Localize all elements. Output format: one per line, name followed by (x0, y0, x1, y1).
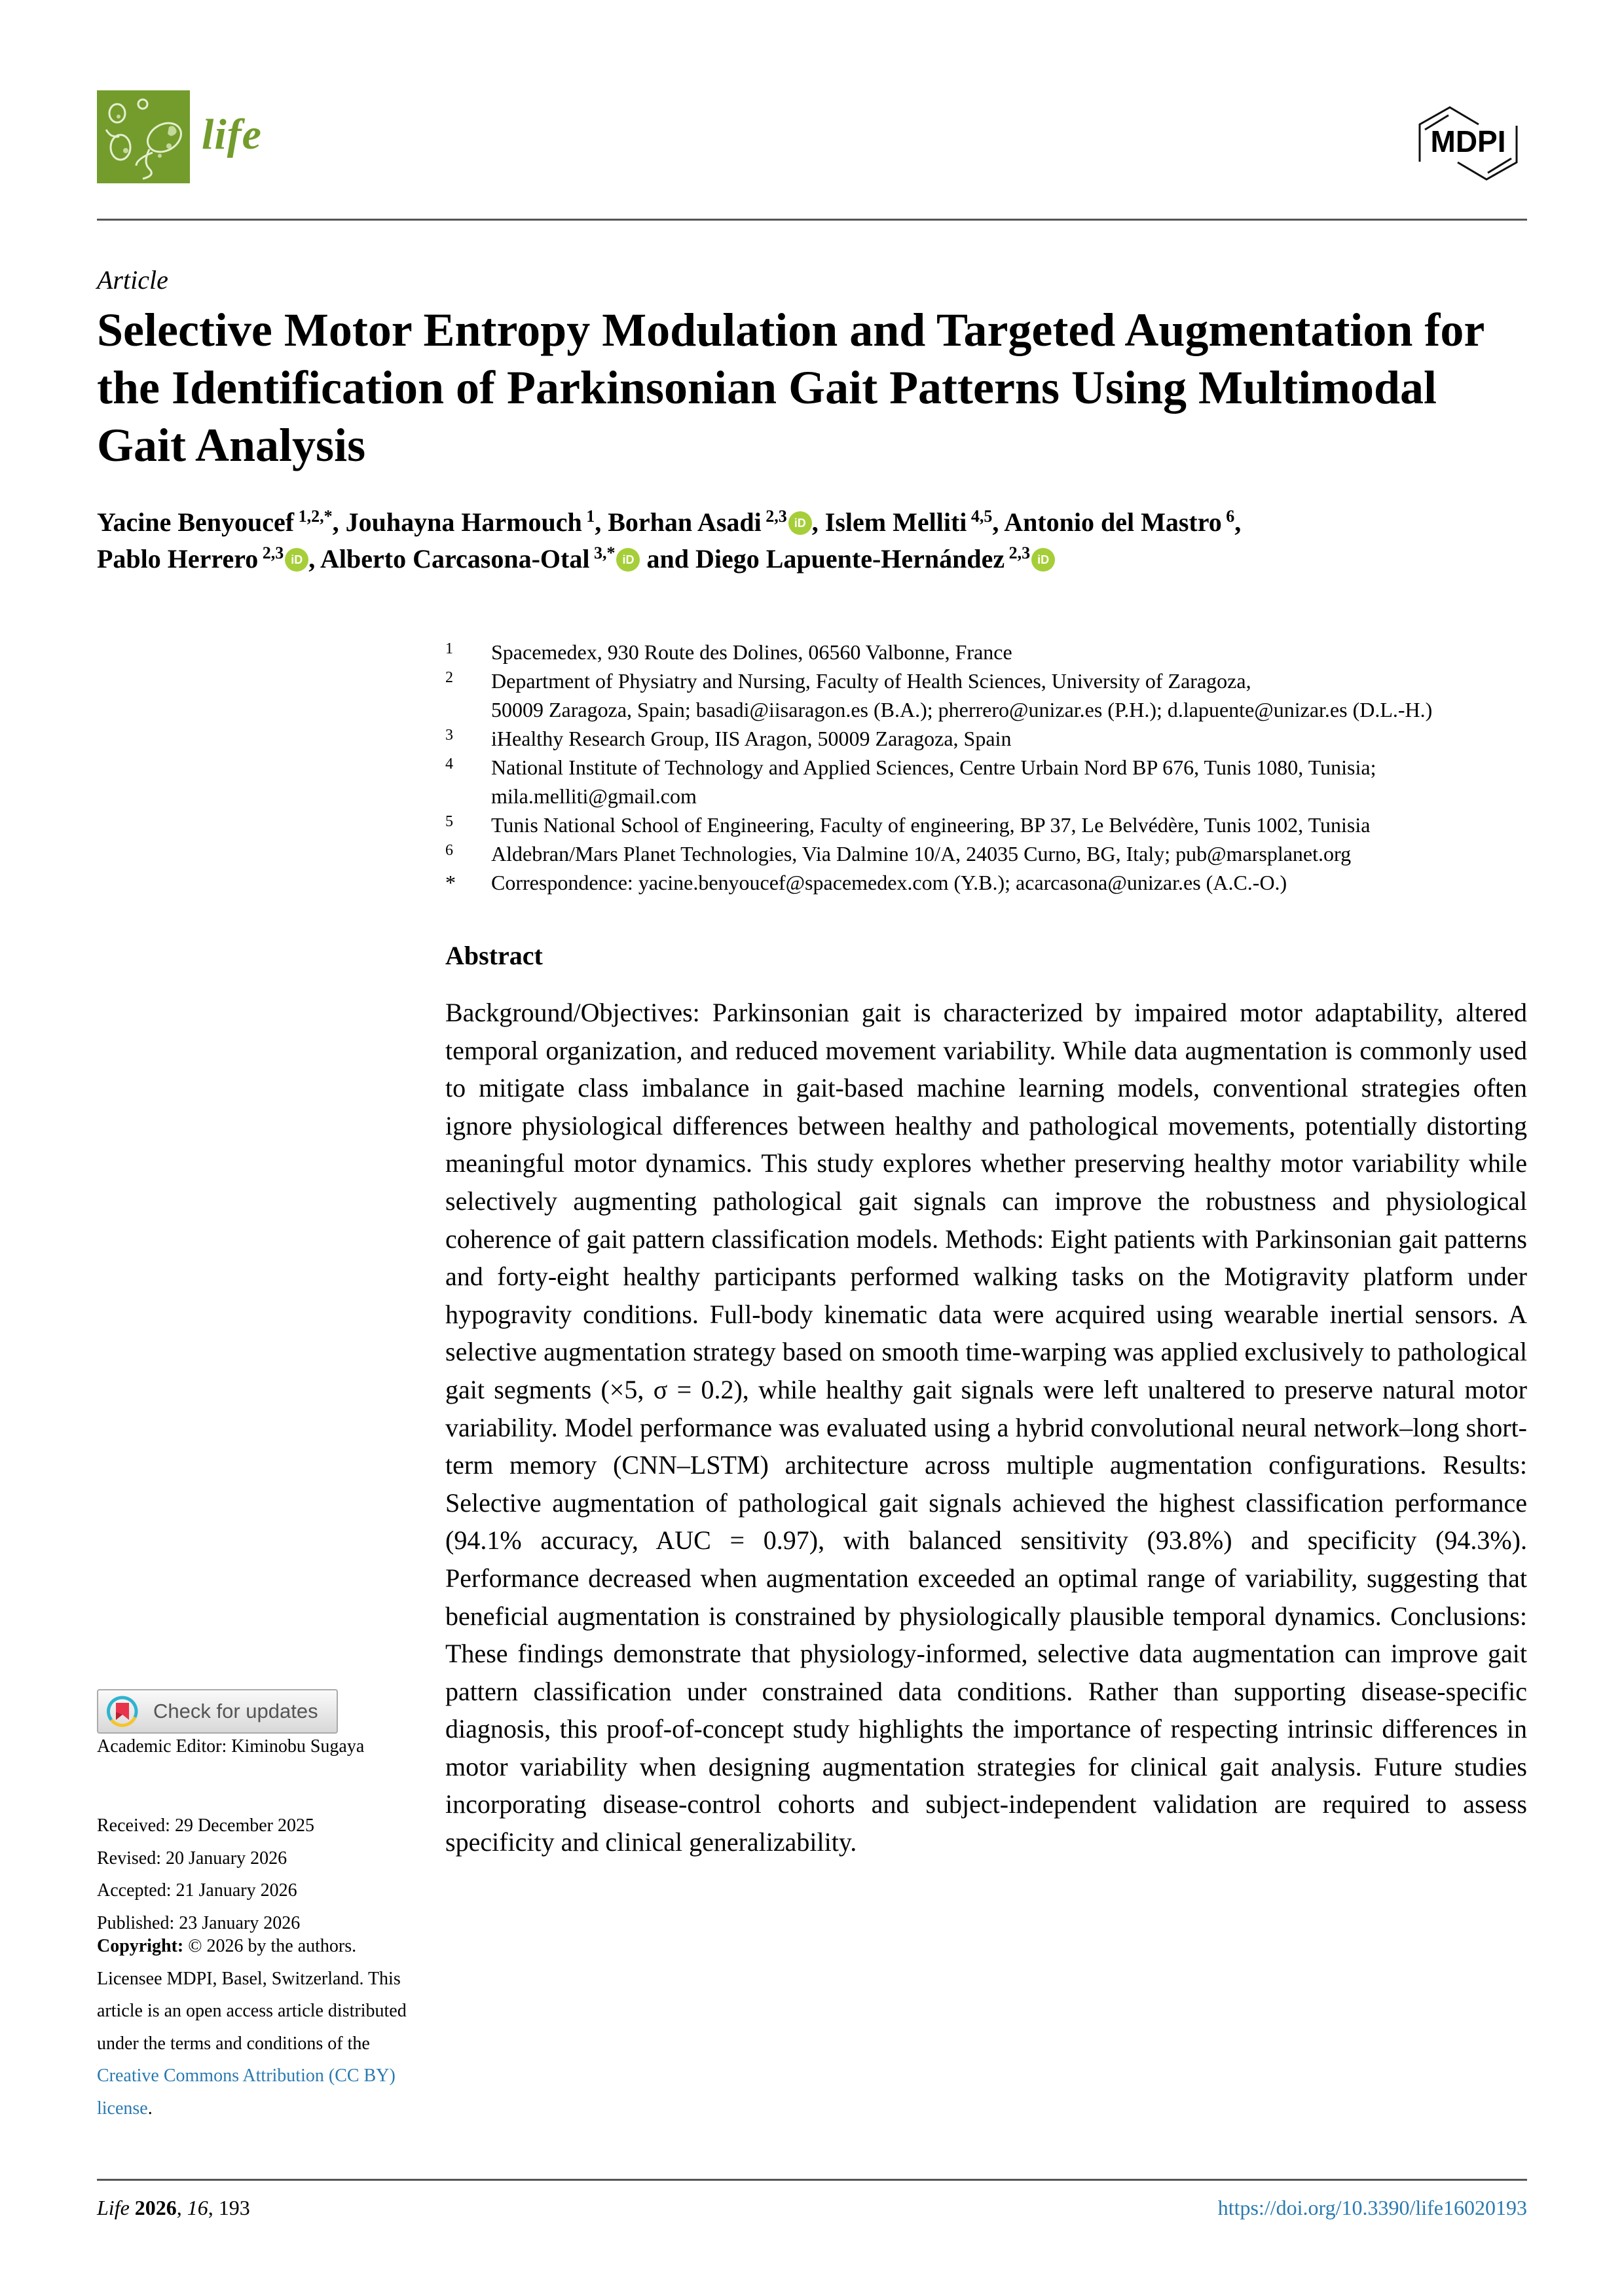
author-name: Pablo Herrero (97, 544, 259, 574)
author-affiliation-marker: 4,5 (967, 507, 993, 526)
author-separator: , (811, 507, 825, 537)
author-separator: , (595, 507, 608, 537)
author-affiliation-marker: 1 (581, 507, 595, 526)
affiliation-item (445, 724, 1532, 753)
author-separator: , (992, 507, 1005, 537)
date-revised: Revised: 20 January 2026 (97, 1848, 287, 1868)
license-suffix: . (147, 2098, 153, 2119)
affiliation-text: Aldebran/Mars Planet Technologies, Via Dalmine 10/A, 24035 Curno, BG, Italy; pub@marsplanet.org (491, 842, 1352, 866)
affiliation-text: Tunis National School of Engineering, Faculty of engineering, BP 37, Le Belvédère, Tunis 1002, Tunisia (491, 813, 1371, 837)
author-name: Jouhayna Harmouch (345, 507, 582, 537)
check-for-updates-button[interactable] (97, 1689, 338, 1734)
affiliation-item (445, 839, 1532, 868)
check-updates-icon (106, 1695, 139, 1728)
author-affiliation-marker: 2,3 (258, 543, 284, 562)
article-title: Selective Motor Entropy Modulation and Targeted Augmentation for the Identification of Parkinsonian Gait Patterns Using Multimodal Gait Analysis (97, 304, 1485, 471)
affiliation-number: 6 (445, 842, 453, 859)
affiliation-item (445, 753, 1532, 811)
author-affiliation-marker: 3,* (589, 543, 616, 562)
date-accepted: Accepted: 21 January 2026 (97, 1880, 297, 1901)
author-affiliation-marker: 2,3 (1005, 543, 1031, 562)
orcid-icon[interactable]: iD (788, 511, 812, 535)
copyright-notice (97, 1930, 424, 2124)
author-affiliation-marker: 2,3 (761, 507, 787, 526)
author-separator: , (1234, 507, 1242, 537)
author-name: Alberto Carcasona-Otal (320, 544, 590, 574)
publication-dates (97, 1810, 424, 1939)
abstract-text: Background/Objectives: Parkinsonian gait is characterized by impaired motor adaptability, altered temporal organization, and reduced movement variability. While data augmentation is commonly used to mitigate class imbalance in gait-based machine learning models, conventional strategies often ignore physiological differences between healthy and pathological movements, potentially distorting meaningful motor dynamics. This study explores whether preserving healthy motor variability while selectively augmenting pathological gait signals can improve the robustness and physiological coherence of gait pattern classification models. Methods: Eight patients with Parkinsonian gait patterns and forty-eight healthy participants performed walking tasks on the Motigravity platform under hypogravity conditions. Full-body kinematic data were acquired using wearable inertial sensors. A selective augmentation strategy based on smooth time-warping was applied exclusively to pathological gait segments (×5, σ = 0.2), while healthy gait signals were left unaltered to preserve natural motor variability. Model performance was evaluated using a hybrid convolutional neural network–long short-term memory (CNN–LSTM) architecture across multiple augmentation configurations. Results: Selective augmentation of pathological gait signals achieved the highest classification performance (94.1% accuracy, AUC = 0.97), with balanced sensitivity (93.8%) and specificity (94.3%). Performance decreased when augmentation exceeded an optimal range of variability, suggesting that beneficial augmentation is constrained by physiologically plausible temporal dynamics. Conclusions: These findings demonstrate that physiology-informed, selective data augmentation can improve gait pattern classification under constrained data conditions. Rather than supporting disease-specific diagnosis, this proof-of-concept study highlights the importance of respecting intrinsic differences in motor variability when designing augmentation strategies for clinical gait analysis. Future studies incorporating disease-control cohorts and subject-independent validation are required to assess specificity and clinical generalizability. (445, 998, 1527, 1857)
affiliation-number: * (445, 871, 456, 894)
microorganism-icon (97, 90, 190, 183)
mdpi-hexagon-icon (1407, 106, 1527, 182)
affiliation-text: Correspondence: yacine.benyoucef@spacemedex.com (Y.B.); acarcasona@unizar.es (A.C.-O.) (491, 871, 1287, 894)
author-list (97, 504, 1527, 577)
affiliation-text: Spacemedex, 930 Route des Dolines, 06560 Valbonne, France (491, 640, 1012, 664)
affiliations (445, 638, 1532, 897)
abstract-heading: Abstract (445, 941, 543, 970)
affiliation-text: National Institute of Technology and Applied Sciences, Centre Urbain Nord BP 676, Tunis 1080, Tunisia; mila.melliti@gmail.com (491, 756, 1376, 808)
doi-link[interactable]: https://doi.org/10.3390/life16020193 (1217, 2196, 1527, 2219)
publisher-logo (1407, 106, 1527, 182)
check-updates-label: Check for updates (153, 1700, 318, 1722)
author-separator: , (332, 507, 346, 537)
journal-name: life (202, 111, 262, 158)
affiliation-text: Department of Physiatry and Nursing, Faculty of Health Sciences, University of Zaragoza, 50009 Zaragoza, Spain; basadi@iisaragon.es (B.A.); pherrero@unizar.es (P.H.); d.lapuente@unizar.es (D.L.-H.) (491, 669, 1433, 721)
footer-year: 2026 (134, 2196, 177, 2219)
footer-journal: Life (97, 2196, 130, 2219)
author-name: Diego Lapuente-Hernández (695, 544, 1005, 574)
author-name: Antonio del Mastro (1004, 507, 1222, 537)
affiliation-number: 2 (445, 669, 453, 686)
affiliation-item (445, 868, 1532, 897)
article-type: Article (97, 265, 168, 295)
author-name: Islem Melliti (824, 507, 967, 537)
footer-volume: 16 (187, 2196, 208, 2219)
orcid-icon[interactable]: iD (285, 548, 308, 572)
affiliation-number: 5 (445, 813, 453, 830)
author-affiliation-marker: 6 (1221, 507, 1235, 526)
journal-logo (97, 90, 190, 183)
footer-divider (97, 2179, 1527, 2181)
license-link[interactable]: Creative Commons Attribution (CC BY) license (97, 2066, 396, 2119)
affiliation-item (445, 638, 1532, 666)
affiliation-number: 1 (445, 640, 453, 657)
copyright-label: Copyright: (97, 1936, 184, 1956)
affiliation-text: iHealthy Research Group, IIS Aragon, 50009 Zaragoza, Spain (491, 727, 1012, 750)
header-divider (97, 219, 1527, 221)
affiliation-item (445, 666, 1532, 724)
publisher-name: MDPI (1430, 124, 1506, 158)
author-separator: , (308, 544, 321, 574)
author-name: Borhan Asadi (608, 507, 762, 537)
copyright-text: © 2026 by the authors. Licensee MDPI, Basel, Switzerland. This article is an open access article distributed under the terms and conditions of the (97, 1936, 407, 2054)
author-affiliation-marker: 1,2,* (294, 507, 333, 526)
date-published: Published: 23 January 2026 (97, 1912, 301, 1933)
footer-article-number: 193 (218, 2196, 250, 2219)
author-separator: and (640, 544, 695, 574)
affiliation-item (445, 811, 1532, 839)
affiliation-number: 3 (445, 727, 453, 744)
author-name: Yacine Benyoucef (97, 507, 295, 537)
orcid-icon[interactable]: iD (1031, 548, 1055, 572)
affiliation-number: 4 (445, 756, 453, 773)
citation-info: Life 2026, 16, 193 (97, 2196, 250, 2219)
academic-editor: Academic Editor: Kiminobu Sugaya (97, 1736, 365, 1757)
orcid-icon[interactable]: iD (616, 548, 640, 572)
date-received: Received: 29 December 2025 (97, 1815, 314, 1836)
